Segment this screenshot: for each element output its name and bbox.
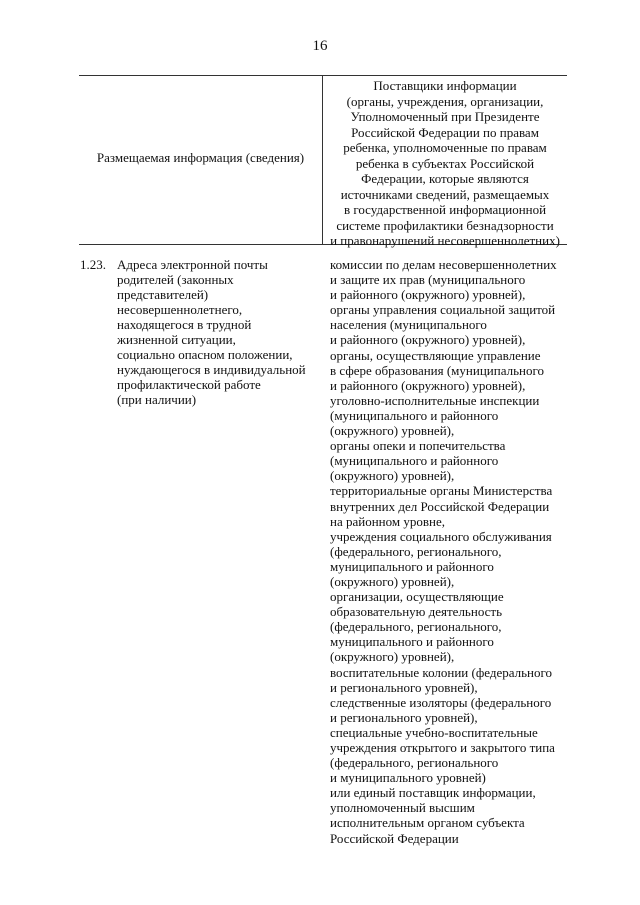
row-providers-line: и муниципального уровней) — [330, 770, 486, 786]
row-providers-line: муниципального и районного — [330, 634, 494, 650]
row-providers-line: населения (муниципального — [330, 317, 487, 333]
row-providers-line: на районном уровне, — [330, 513, 445, 529]
row-info-line: нуждающегося в индивидуальной — [117, 362, 306, 377]
table-top-border — [79, 75, 567, 76]
row-providers-line: (окружного) уровней), — [330, 423, 455, 439]
row-info-line: профилактической работе — [117, 377, 261, 392]
row-info-cell — [117, 257, 317, 407]
header-providers-line: источниками сведений, размещаемых — [340, 186, 550, 202]
row-providers-line: и регионального уровней), — [330, 679, 478, 695]
row-providers-line: исполнительным органом субъекта — [330, 815, 525, 831]
row-info-line: социально опасном положении, — [117, 347, 293, 362]
row-providers-line: следственные изоляторы (федерального — [330, 694, 552, 710]
row-providers-line: и регионального уровней), — [330, 709, 478, 725]
row-info-line: несовершеннолетнего, — [117, 302, 243, 317]
row-providers-line: органы, осуществляющие управление — [330, 347, 541, 363]
header-providers-line: Российской Федерации по правам — [351, 124, 539, 140]
header-providers-line: в государственной информационной — [343, 202, 547, 217]
row-providers-line: уголовно-исполнительные инспекции — [330, 392, 540, 408]
row-providers-line: учреждения открытого и закрытого типа — [330, 740, 555, 755]
row-providers-line: специальные учебно-воспитательные — [330, 724, 538, 740]
header-info-column: Размещаемая информация (сведения) — [96, 150, 305, 165]
row-providers-line: (муниципального и районного — [330, 407, 499, 423]
row-providers-line: в сфере образования (муниципального — [330, 362, 544, 378]
row-providers-line: Российской Федерации — [330, 830, 459, 846]
row-providers-line: и защите их прав (муниципального — [330, 272, 526, 288]
header-providers-line: ребенка, уполномоченные по правам — [343, 140, 547, 155]
row-providers-cell — [330, 257, 566, 846]
header-providers-line: системе профилактики безнадзорности — [336, 217, 554, 233]
row-providers-line: и районного (окружного) уровней), — [330, 287, 526, 303]
header-providers-line: Поставщики информации — [373, 78, 517, 93]
row-providers-line: территориальные органы Министерства — [330, 483, 553, 499]
row-providers-line: органы опеки и попечительства — [330, 438, 506, 454]
header-providers-line: Уполномоченный при Президенте — [350, 109, 540, 124]
row-providers-line: (федерального, регионального, — [330, 619, 502, 635]
row-providers-line: (окружного) уровней), — [330, 468, 455, 484]
row-info-line: Адреса электронной почты — [117, 257, 268, 272]
row-info-line: представителей) — [117, 287, 209, 302]
row-providers-line: или единый поставщик информации, — [330, 785, 536, 801]
row-number: 1.23. — [80, 257, 106, 272]
row-info-line: (при наличии) — [117, 392, 197, 407]
header-providers-line: Федерации, которые являются — [361, 171, 529, 186]
row-providers-line: и районного (окружного) уровней), — [330, 332, 526, 348]
row-info-line: родителей (законных — [117, 272, 234, 287]
header-providers-line: ребенка в субъектах Российской — [355, 155, 535, 171]
row-providers-line: (федерального, регионального, — [330, 543, 502, 559]
header-providers-column — [323, 78, 567, 249]
header-providers-line: и правонарушений несовершеннолетних) — [330, 233, 560, 248]
row-providers-line: учреждения социального обслуживания — [330, 528, 552, 544]
row-info-line: находящегося в трудной — [117, 317, 252, 332]
row-providers-line: уполномоченный высшим — [330, 800, 475, 816]
row-providers-line: органы управления социальной защитой — [330, 302, 556, 318]
row-providers-line: муниципального и районного — [330, 558, 494, 574]
row-providers-line: и районного (окружного) уровней), — [330, 377, 526, 393]
row-providers-line: воспитательные колонии (федерального — [330, 664, 553, 680]
row-providers-line: (окружного) уровней), — [330, 649, 455, 665]
header-providers-line: (органы, учреждения, организации, — [346, 93, 544, 109]
row-providers-line: организации, осуществляющие — [330, 589, 504, 605]
row-providers-line: образовательную деятельность — [330, 604, 503, 620]
row-info-line: жизненной ситуации, — [117, 332, 236, 347]
row-providers-line: внутренних дел Российской Федерации — [330, 498, 550, 514]
row-providers-line: (федерального, регионального — [330, 755, 499, 771]
page-number: 16 — [312, 38, 328, 54]
row-providers-line: (муниципального и районного — [330, 453, 499, 469]
row-providers-line: комиссии по делам несовершеннолетних — [330, 257, 557, 272]
row-providers-line: (окружного) уровней), — [330, 573, 455, 589]
